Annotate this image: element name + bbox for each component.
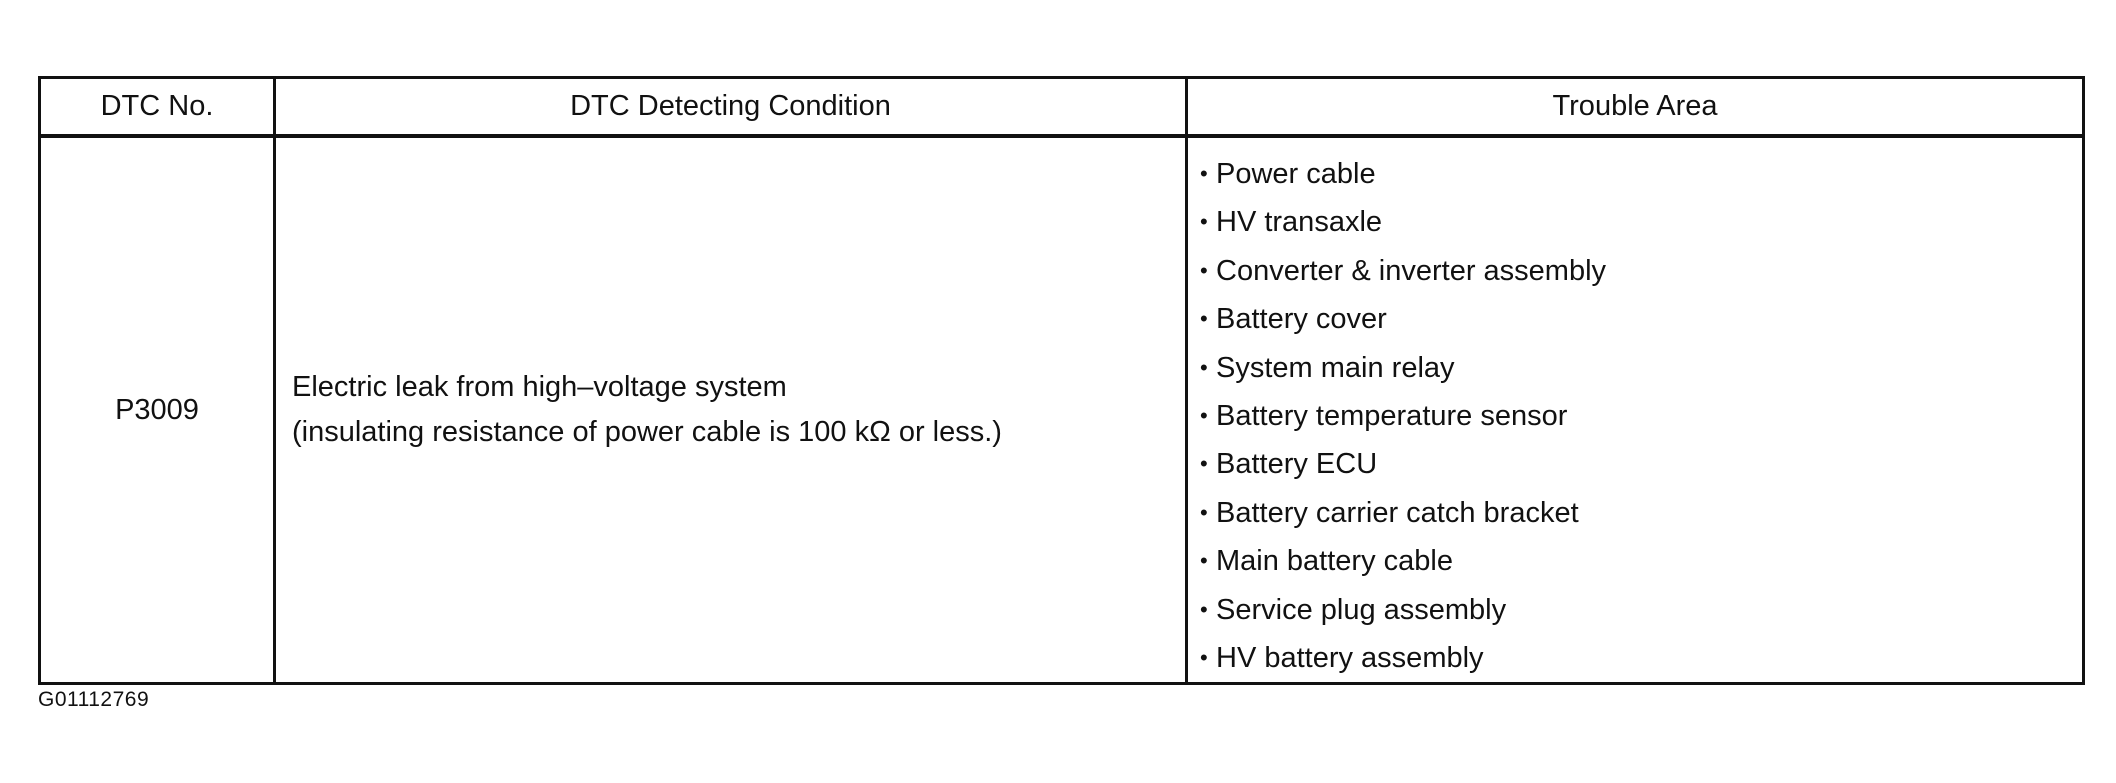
condition-line: (insulating resistance of power cable is 100 kΩ or less.) — [292, 416, 1002, 449]
list-item — [1200, 537, 2082, 585]
bullet-icon: • — [1200, 354, 1208, 380]
detecting-condition-cell — [275, 136, 1187, 684]
table-row — [40, 136, 2084, 684]
list-item — [1200, 344, 2082, 392]
trouble-area-label: Service plug assembly — [1216, 593, 1507, 626]
bullet-icon: • — [1200, 306, 1208, 332]
trouble-area-list — [1200, 150, 2082, 682]
list-item — [1200, 150, 2082, 198]
table-header-row — [40, 78, 2084, 137]
bullet-icon: • — [1200, 209, 1208, 235]
bullet-icon: • — [1200, 161, 1208, 186]
bullet-icon: • — [1200, 645, 1208, 671]
list-item — [1200, 295, 2082, 343]
dtc-code-cell: P3009 — [40, 136, 275, 684]
list-item — [1200, 440, 2082, 488]
trouble-area-label: Battery carrier catch bracket — [1216, 496, 1579, 529]
trouble-area-label: Battery temperature sensor — [1216, 400, 1568, 433]
list-item — [1200, 198, 2082, 246]
condition-line: Electric leak from high–voltage system — [292, 371, 787, 404]
trouble-area-label: Main battery cable — [1216, 545, 1453, 578]
header-dtc-no: DTC No. — [40, 78, 275, 137]
trouble-area-cell — [1187, 136, 2084, 684]
trouble-area-label: Converter & inverter assembly — [1216, 254, 1607, 287]
bullet-icon: • — [1200, 548, 1208, 574]
bullet-icon: • — [1200, 257, 1208, 283]
bullet-icon: • — [1200, 403, 1208, 429]
trouble-area-label: Battery cover — [1216, 303, 1387, 336]
list-item — [1200, 392, 2082, 440]
list-item — [1200, 586, 2082, 634]
list-item — [1200, 489, 2082, 537]
dtc-table — [38, 76, 2085, 685]
bullet-icon: • — [1200, 499, 1208, 525]
trouble-area-label: HV transaxle — [1216, 206, 1383, 239]
figure-id: G01112769 — [38, 688, 150, 711]
trouble-area-label: Power cable — [1216, 158, 1376, 190]
trouble-area-label: Battery ECU — [1216, 448, 1378, 481]
trouble-area-label: HV battery assembly — [1216, 642, 1484, 675]
header-detecting-condition: DTC Detecting Condition — [275, 78, 1187, 137]
list-item — [1200, 247, 2082, 295]
list-item — [1200, 634, 2082, 682]
bullet-icon: • — [1200, 596, 1208, 622]
trouble-area-label: System main relay — [1216, 351, 1455, 384]
bullet-icon: • — [1200, 451, 1208, 477]
header-trouble-area: Trouble Area — [1187, 78, 2084, 137]
